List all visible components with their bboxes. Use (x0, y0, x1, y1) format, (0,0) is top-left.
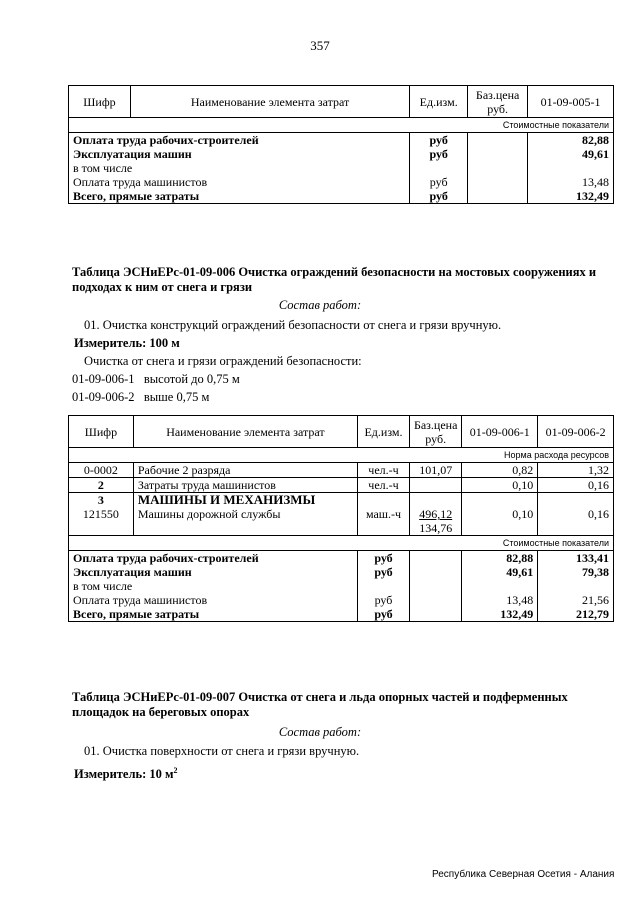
row-code: 0-0002 (69, 463, 134, 478)
variant-item (72, 372, 240, 387)
header-unit: Ед.изм. (410, 86, 468, 118)
row-code: 121550 (69, 507, 134, 536)
table-row (69, 478, 614, 493)
composition-title-006: Состав работ: (278, 298, 362, 312)
row-name: Оплата труда рабочих-строителей (69, 133, 410, 148)
row-unit: руб (410, 175, 468, 189)
table-row (69, 507, 614, 536)
price-machine-labor: 134,76 (419, 521, 453, 535)
meter-superscript: 2 (173, 766, 178, 775)
row-v1: 0,10 (462, 478, 538, 493)
header-name: Наименование элемента затрат (133, 416, 357, 448)
row-unit: руб (358, 593, 410, 607)
table-row (69, 593, 614, 607)
row-name: Оплата труда машинистов (69, 593, 358, 607)
table-row (69, 133, 614, 148)
row-v1: 49,61 (462, 565, 538, 579)
variant-item (72, 390, 209, 405)
row-v1: 82,88 (462, 551, 538, 566)
row-v2: 21,56 (538, 593, 614, 607)
table-header-row (69, 86, 614, 118)
meter-006: Измеритель: 100 м (74, 336, 180, 350)
table-heading-006: Таблица ЭСНиЕРс-01-09-006 Очистка ограждений безопасности на мостовых сооружениях и подходах к ним от снега и грязи (72, 265, 597, 294)
table-row (69, 189, 614, 204)
header-col1: 01-09-005-1 (528, 86, 614, 118)
row-name: в том числе (69, 579, 358, 593)
row-v2: 0,16 (538, 507, 614, 536)
row-name: Эксплуатация машин (69, 565, 358, 579)
row-name: Всего, прямые затраты (69, 607, 358, 622)
work-item-007: 01. Очистка поверхности от снега и грязи вручную. (84, 744, 360, 758)
table-row (69, 607, 614, 622)
row-unit: руб (410, 189, 468, 204)
row-code: 3 (69, 493, 134, 508)
table-row (69, 175, 614, 189)
row-name: Рабочие 2 разряда (133, 463, 357, 478)
row-v2: 133,41 (538, 551, 614, 566)
table-01-09-005 (68, 85, 614, 204)
row-v1: 13,48 (462, 593, 538, 607)
row-v2: 0,16 (538, 478, 614, 493)
row-name: Всего, прямые затраты (69, 189, 410, 204)
table-01-09-006 (68, 415, 614, 622)
header-code: Шифр (69, 86, 131, 118)
row-unit: чел.-ч (358, 463, 410, 478)
page-footer: Республика Северная Осетия - Алания (432, 869, 615, 880)
price-machine: 496,12 (419, 507, 453, 521)
meter-007 (74, 763, 178, 782)
row-name: в том числе (69, 161, 410, 175)
row-unit: руб (410, 147, 468, 161)
section-row (69, 118, 614, 133)
header-col1: 01-09-006-1 (462, 416, 538, 448)
table-row (69, 551, 614, 566)
section-row (69, 448, 614, 463)
row-v1: 132,49 (462, 607, 538, 622)
row-price: 101,07 (409, 463, 461, 478)
row-v2: 212,79 (538, 607, 614, 622)
table-row (69, 463, 614, 478)
header-name: Наименование элемента затрат (130, 86, 409, 118)
subtitle-006: Очистка от снега и грязи ограждений безопасности: (84, 354, 362, 368)
row-v1: 13,48 (528, 175, 614, 189)
composition-title-007: Состав работ: (278, 725, 362, 739)
table-row (69, 579, 614, 593)
table-heading-007: Таблица ЭСНиЕРс-01-09-007 Очистка от снега и льда опорных частей и подферменных площадок на береговых опорах (72, 690, 568, 719)
table-row (69, 147, 614, 161)
row-unit: руб (358, 565, 410, 579)
page-number: 357 (310, 38, 330, 53)
table-row (69, 161, 614, 175)
row-name: МАШИНЫ И МЕХАНИЗМЫ (133, 493, 357, 508)
row-v2: 1,32 (538, 463, 614, 478)
row-v1: 0,82 (462, 463, 538, 478)
meter-text: Измеритель: 10 м (74, 767, 174, 782)
table-header-row (69, 416, 614, 448)
row-v1: 49,61 (528, 147, 614, 161)
row-v1: 0,10 (462, 507, 538, 536)
table-row (69, 493, 614, 508)
variant-desc: высотой до 0,75 м (143, 372, 240, 386)
section-norm-label: Норма расхода ресурсов (69, 448, 614, 463)
header-price: Баз.цена руб. (409, 416, 461, 448)
row-name: Оплата труда рабочих-строителей (69, 551, 358, 566)
row-unit: чел.-ч (358, 478, 410, 493)
header-code: Шифр (69, 416, 134, 448)
row-v2: 79,38 (538, 565, 614, 579)
row-unit: маш.-ч (358, 507, 410, 536)
section-cost-label: Стоимостные показатели (69, 118, 614, 133)
variant-desc: выше 0,75 м (143, 390, 210, 404)
row-name: Эксплуатация машин (69, 147, 410, 161)
section-cost-label: Стоимостные показатели (69, 536, 614, 551)
row-v1: 82,88 (528, 133, 614, 148)
variant-code: 01-09-006-1 (72, 372, 135, 386)
header-unit: Ед.изм. (358, 416, 410, 448)
row-unit: руб (358, 551, 410, 566)
row-unit: руб (410, 133, 468, 148)
work-item-006: 01. Очистка конструкций ограждений безопасности от снега и грязи вручную. (84, 318, 502, 332)
row-code: 2 (69, 478, 134, 493)
header-col2: 01-09-006-2 (538, 416, 614, 448)
row-name: Затраты труда машинистов (133, 478, 357, 493)
table-row (69, 565, 614, 579)
variant-code: 01-09-006-2 (72, 390, 135, 404)
section-row (69, 536, 614, 551)
row-name: Машины дорожной службы (133, 507, 357, 536)
row-name: Оплата труда машинистов (69, 175, 410, 189)
header-price: Баз.цена руб. (468, 86, 528, 118)
row-price (409, 507, 461, 536)
row-v1: 132,49 (528, 189, 614, 204)
row-unit: руб (358, 607, 410, 622)
